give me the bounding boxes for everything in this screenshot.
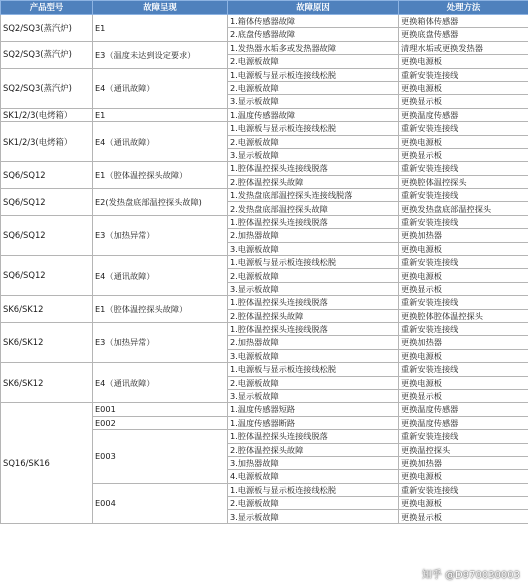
cause-cell: 1.温度传感器短路 — [228, 403, 399, 416]
fix-cell: 重新安装连接线 — [399, 215, 528, 228]
fix-cell: 更换显示板 — [399, 389, 528, 402]
cause-cell: 1.箱体传感器故障 — [228, 15, 399, 28]
cause-cell: 1.发热盘底部温控探头连接线脱落 — [228, 189, 399, 202]
header-symptom: 故障呈现 — [93, 1, 228, 15]
cause-cell: 3.显示板故障 — [228, 510, 399, 523]
fix-cell: 重新安装连接线 — [399, 322, 528, 335]
fix-cell: 更换加热器 — [399, 336, 528, 349]
symptom-cell: E4（通讯故障） — [93, 68, 228, 108]
fix-cell: 更换温度传感器 — [399, 416, 528, 429]
table-row — [1, 108, 528, 121]
model-cell: SK6/SK12 — [1, 322, 93, 362]
cause-cell: 1.腔体温控探头连接线脱落 — [228, 430, 399, 443]
fix-cell: 重新安装连接线 — [399, 363, 528, 376]
watermark: 知乎 @D970030003 — [421, 570, 520, 581]
symptom-cell: E003 — [93, 430, 228, 484]
cause-cell: 1.温度传感器断路 — [228, 416, 399, 429]
fix-cell: 更换电源板 — [399, 497, 528, 510]
cause-cell: 2.电源板故障 — [228, 135, 399, 148]
cause-cell: 3.加热器故障 — [228, 456, 399, 469]
table-row — [1, 68, 528, 81]
model-cell: SQ6/SQ12 — [1, 162, 93, 189]
model-cell: SK1/2/3(电烤箱） — [1, 108, 93, 121]
table-row — [1, 363, 528, 376]
table-row — [1, 296, 528, 309]
cause-cell: 2.电源板故障 — [228, 376, 399, 389]
fix-cell: 更换电源板 — [399, 242, 528, 255]
cause-cell: 1.腔体温控探头连接线脱落 — [228, 296, 399, 309]
table-body — [1, 15, 528, 524]
table-header — [1, 1, 528, 15]
cause-cell: 3.显示板故障 — [228, 95, 399, 108]
symptom-cell: E4（通讯故障） — [93, 122, 228, 162]
table-row — [1, 403, 528, 416]
symptom-cell: E1（腔体温控探头故障） — [93, 296, 228, 323]
fix-cell: 重新安装连接线 — [399, 68, 528, 81]
model-cell: SQ16/SK16 — [1, 403, 93, 524]
fix-cell: 更换电源板 — [399, 135, 528, 148]
cause-cell: 2.加热器故障 — [228, 336, 399, 349]
fix-cell: 更换电源板 — [399, 349, 528, 362]
fix-cell: 更换温度传感器 — [399, 403, 528, 416]
fix-cell: 更换发热盘底部温控探头 — [399, 202, 528, 215]
symptom-cell: E4（通讯故障） — [93, 363, 228, 403]
model-cell: SQ6/SQ12 — [1, 256, 93, 296]
header-model: 产品型号 — [1, 1, 93, 15]
fix-cell: 重新安装连接线 — [399, 162, 528, 175]
model-cell: SQ6/SQ12 — [1, 215, 93, 255]
symptom-cell: E1（腔体温控探头故障） — [93, 162, 228, 189]
symptom-cell: E3（加热异常） — [93, 322, 228, 362]
fix-cell: 更换腔体温控探头 — [399, 175, 528, 188]
table-row — [1, 215, 528, 228]
model-cell: SK6/SK12 — [1, 363, 93, 403]
cause-cell: 2.发热盘底部温控探头故障 — [228, 202, 399, 215]
table-row — [1, 162, 528, 175]
cause-cell: 3.显示板故障 — [228, 282, 399, 295]
fix-cell: 重新安装连接线 — [399, 256, 528, 269]
cause-cell: 1.电源板与显示板连接线松脱 — [228, 363, 399, 376]
table-row — [1, 189, 528, 202]
fix-cell: 更换电源板 — [399, 376, 528, 389]
cause-cell: 2.电源板故障 — [228, 81, 399, 94]
fix-cell: 重新安装连接线 — [399, 483, 528, 496]
fix-cell: 更换加热器 — [399, 456, 528, 469]
model-cell: SQ2/SQ3(蒸汽炉) — [1, 15, 93, 42]
cause-cell: 1.发热器水垢多或发热器故障 — [228, 41, 399, 54]
cause-cell: 2.腔体温控探头故障 — [228, 309, 399, 322]
fix-cell: 更换显示板 — [399, 148, 528, 161]
cause-cell: 1.腔体温控探头连接线脱落 — [228, 215, 399, 228]
model-cell: SQ6/SQ12 — [1, 189, 93, 216]
cause-cell: 2.电源板故障 — [228, 55, 399, 68]
fix-cell: 重新安装连接线 — [399, 189, 528, 202]
fix-cell: 更换腔体腔体温控探头 — [399, 309, 528, 322]
cause-cell: 2.电源板故障 — [228, 497, 399, 510]
fix-cell: 更换箱体传感器 — [399, 15, 528, 28]
cause-cell: 2.加热器故障 — [228, 229, 399, 242]
cause-cell: 2.腔体温控探头故障 — [228, 175, 399, 188]
symptom-cell: E3（加热异常） — [93, 215, 228, 255]
cause-cell: 1.温度传感器故障 — [228, 108, 399, 121]
cause-cell: 3.显示板故障 — [228, 389, 399, 402]
model-cell: SK1/2/3(电烤箱） — [1, 122, 93, 162]
fix-cell: 更换加热器 — [399, 229, 528, 242]
table-row — [1, 41, 528, 54]
fix-cell: 清理水垢或更换发热器 — [399, 41, 528, 54]
cause-cell: 2.腔体温控探头故障 — [228, 443, 399, 456]
fix-cell: 更换显示板 — [399, 510, 528, 523]
table-row — [1, 322, 528, 335]
fix-cell: 更换温控探头 — [399, 443, 528, 456]
model-cell: SQ2/SQ3(蒸汽炉) — [1, 68, 93, 108]
symptom-cell: E002 — [93, 416, 228, 429]
fix-cell: 重新安装连接线 — [399, 296, 528, 309]
fix-cell: 更换电源板 — [399, 269, 528, 282]
cause-cell: 2.电源板故障 — [228, 269, 399, 282]
cause-cell: 3.电源板故障 — [228, 242, 399, 255]
fix-cell: 重新安装连接线 — [399, 122, 528, 135]
symptom-cell: E004 — [93, 483, 228, 523]
fix-cell: 更换电源板 — [399, 470, 528, 483]
cause-cell: 1.腔体温控探头连接线脱落 — [228, 162, 399, 175]
model-cell: SK6/SK12 — [1, 296, 93, 323]
cause-cell: 3.电源板故障 — [228, 349, 399, 362]
table-row — [1, 256, 528, 269]
fix-cell: 更换电源板 — [399, 55, 528, 68]
header-fix: 处理方法 — [399, 1, 528, 15]
fix-cell: 更换电源板 — [399, 81, 528, 94]
symptom-cell: E001 — [93, 403, 228, 416]
symptom-cell: E2(发热盘底部温控探头故障) — [93, 189, 228, 216]
model-cell: SQ2/SQ3(蒸汽炉) — [1, 41, 93, 68]
cause-cell: 1.电源板与显示板连接线松脱 — [228, 122, 399, 135]
cause-cell: 3.显示板故障 — [228, 148, 399, 161]
symptom-cell: E3（温度未达到设定要求） — [93, 41, 228, 68]
cause-cell: 4.电源板故障 — [228, 470, 399, 483]
cause-cell: 1.腔体温控探头连接线脱落 — [228, 322, 399, 335]
symptom-cell: E1 — [93, 15, 228, 42]
fix-cell: 更换温度传感器 — [399, 108, 528, 121]
fix-cell: 更换显示板 — [399, 282, 528, 295]
table-row — [1, 122, 528, 135]
cause-cell: 1.电源板与显示板连接线松脱 — [228, 483, 399, 496]
fix-cell: 更换显示板 — [399, 95, 528, 108]
symptom-cell: E1 — [93, 108, 228, 121]
cause-cell: 1.电源板与显示板连接线松脱 — [228, 256, 399, 269]
symptom-cell: E4（通讯故障） — [93, 256, 228, 296]
header-cause: 故障原因 — [228, 1, 399, 15]
fix-cell: 重新安装连接线 — [399, 430, 528, 443]
table-row — [1, 15, 528, 28]
cause-cell: 2.底盘传感器故障 — [228, 28, 399, 41]
fix-cell: 更换底盘传感器 — [399, 28, 528, 41]
cause-cell: 1.电源板与显示板连接线松脱 — [228, 68, 399, 81]
header-row — [1, 1, 528, 15]
